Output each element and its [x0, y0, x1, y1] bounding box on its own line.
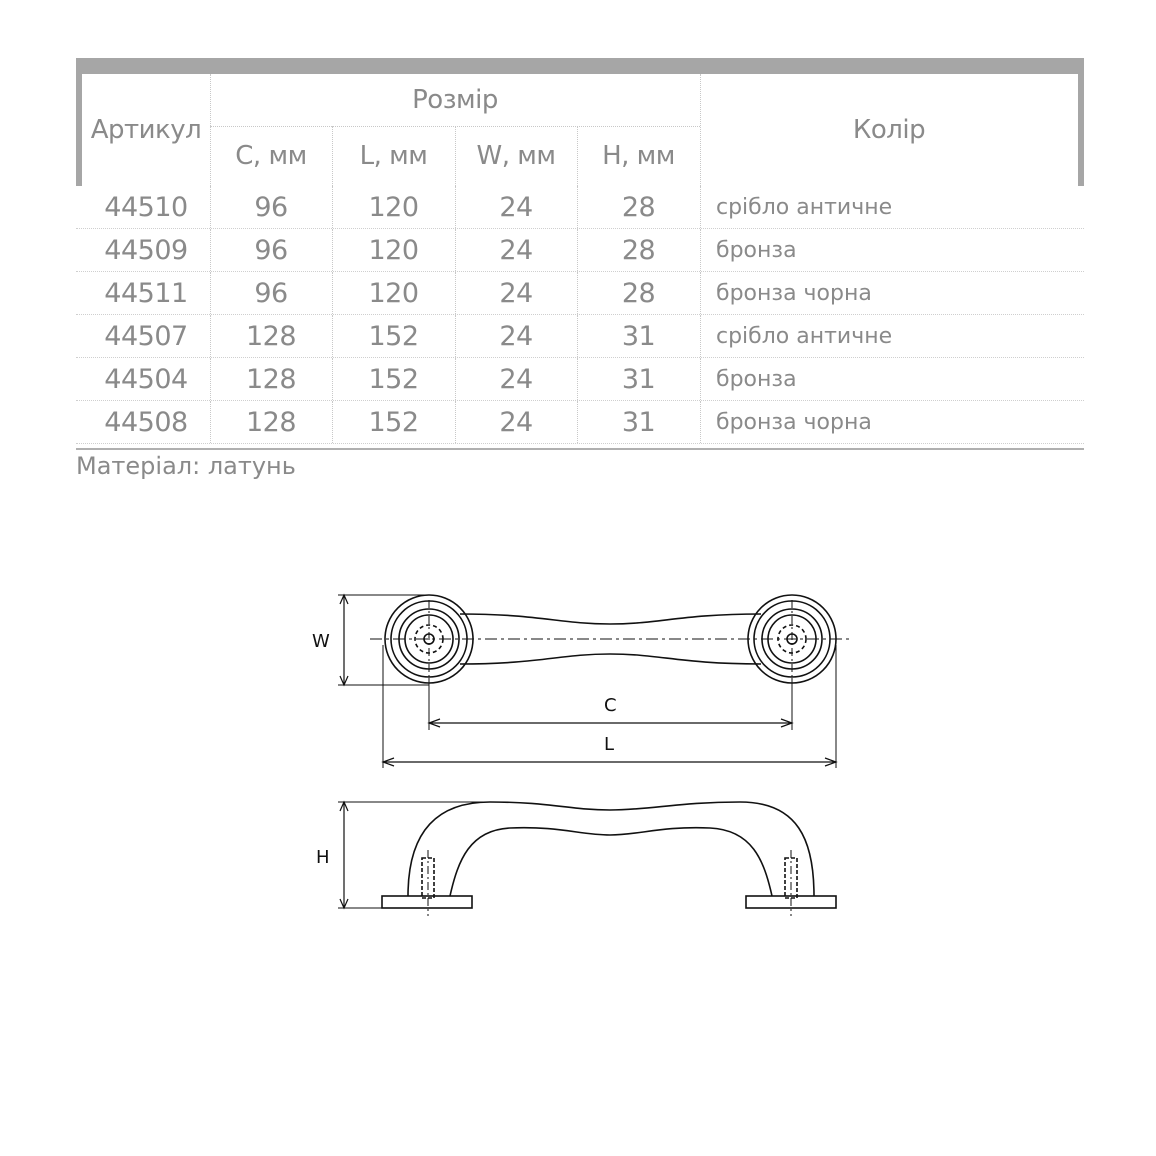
cell-w: 24 [499, 363, 533, 395]
cell-h: 31 [621, 406, 656, 438]
cell-color: бронза [716, 237, 797, 263]
cell-color: бронза чорна [716, 280, 872, 306]
table-top-bar [76, 58, 1084, 74]
header-w: W, мм [476, 141, 556, 171]
table-row [76, 186, 1084, 229]
cell-l: 152 [368, 320, 419, 352]
cell-h: 28 [621, 191, 656, 223]
left-foot [382, 896, 472, 908]
table-body [76, 186, 1084, 444]
header-l: L, мм [359, 141, 428, 171]
l-label: L [604, 734, 615, 755]
cell-article: 44507 [104, 320, 188, 352]
cell-c: 128 [245, 320, 297, 352]
cell-h: 31 [621, 363, 656, 395]
cell-c: 96 [254, 234, 288, 266]
header-c: C, мм [235, 141, 307, 171]
cell-h: 28 [621, 277, 656, 309]
table-header [76, 74, 1084, 186]
w-label: W [312, 631, 330, 652]
cell-article: 44509 [104, 234, 188, 266]
table-row [76, 229, 1084, 272]
handle-technical-drawing [300, 580, 860, 940]
header-article: Артикул [90, 115, 202, 145]
table-row [76, 401, 1084, 444]
table-row [76, 315, 1084, 358]
header-size: Розмір [412, 85, 498, 115]
cell-h: 28 [621, 234, 656, 266]
c-label: C [604, 695, 617, 716]
cell-h: 31 [621, 320, 656, 352]
cell-article: 44508 [104, 406, 188, 438]
cell-w: 24 [499, 277, 533, 309]
handle-top-view [338, 595, 850, 768]
handle-side-view [338, 802, 836, 916]
table-row [76, 272, 1084, 315]
material-note: Матеріал: латунь [76, 452, 296, 480]
cell-article: 44511 [104, 277, 188, 309]
spec-table [76, 58, 1084, 450]
bar-top-edge [460, 614, 761, 624]
cell-w: 24 [499, 320, 533, 352]
cell-l: 120 [368, 277, 419, 309]
cell-w: 24 [499, 234, 533, 266]
cell-w: 24 [499, 191, 533, 223]
cell-c: 128 [245, 406, 297, 438]
table-bottom-rule [76, 448, 1084, 450]
cell-color: срібло античне [716, 323, 893, 349]
cell-c: 96 [254, 191, 288, 223]
cell-l: 152 [368, 363, 419, 395]
header-color: Колір [852, 115, 926, 145]
cell-article: 44510 [104, 191, 188, 223]
cell-color: бронза чорна [716, 409, 872, 435]
side-inner-profile [450, 828, 772, 896]
cell-article: 44504 [104, 363, 188, 395]
cell-l: 152 [368, 406, 419, 438]
cell-c: 128 [245, 363, 297, 395]
cell-color: срібло античне [716, 194, 893, 220]
header-h: H, мм [602, 141, 675, 171]
cell-color: бронза [716, 366, 797, 392]
cell-l: 120 [368, 234, 419, 266]
table-row [76, 358, 1084, 401]
bar-bottom-edge [460, 654, 761, 664]
cell-c: 96 [254, 277, 288, 309]
cell-w: 24 [499, 406, 533, 438]
cell-l: 120 [368, 191, 419, 223]
h-label: H [316, 847, 330, 868]
